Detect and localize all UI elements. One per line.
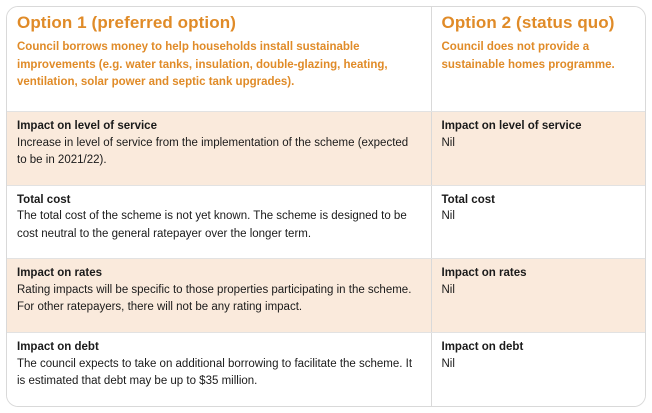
row-1-right-body: Nil [441,210,455,223]
row-2-left-body: Rating impacts will be specific to those properties participating in the scheme. For other ratepayers, there will not be any rating impact. [17,284,412,314]
table-row [7,259,645,332]
option-1-header-cell [7,7,431,111]
row-2-right-body: Nil [441,284,455,297]
row-3-left-body: The council expects to take on additional borrowing to facilitate the scheme. It is estimated that debt may be up to $35 million. [17,357,413,388]
table-row [7,186,645,259]
option-2-intro: Council does not provide a sustainable homes programme. [441,41,615,71]
row-0-right-cell [431,112,645,185]
row-3-right-body: Nil [441,357,455,370]
row-0-left-cell [7,112,431,185]
row-2-left-heading: Impact on rates [17,267,102,280]
row-0-left-heading: Impact on level of service [17,119,157,132]
option-1-title: Option 1 (preferred option) [17,13,236,32]
row-1-right-cell [431,186,645,259]
option-1-intro: Council borrows money to help households install sustainable improvements (e.g. water tanks, insulation, double-glazing, heating, ventilation, solar power and septic tank upgrades). [17,41,388,88]
row-1-left-body: The total cost of the scheme is not yet known. The scheme is designed to be cost neutral to the general ratepayer over the longer term. [17,210,407,240]
row-1-right-heading: Total cost [441,193,495,206]
row-0-left-body: Increase in level of service from the implementation of the scheme (expected to be in 2021/22). [17,136,409,166]
row-1-left-heading: Total cost [17,193,71,206]
row-3-left-heading: Impact on debt [17,341,99,354]
comparison-card [6,6,646,407]
row-2-right-heading: Impact on rates [441,267,527,280]
row-3-left-cell [7,333,431,406]
row-2-right-cell [431,259,645,332]
row-1-left-cell [7,186,431,259]
table-row [7,112,645,185]
row-0-right-heading: Impact on level of service [441,119,582,132]
row-2-left-cell [7,259,431,332]
option-2-header-cell [431,7,645,111]
table-row [7,333,645,406]
table-header-row [7,7,645,111]
options-comparison-table [7,7,645,406]
option-2-title: Option 2 (status quo) [441,13,615,32]
row-0-right-body: Nil [441,136,455,149]
row-3-right-heading: Impact on debt [441,341,524,354]
row-3-right-cell [431,333,645,406]
